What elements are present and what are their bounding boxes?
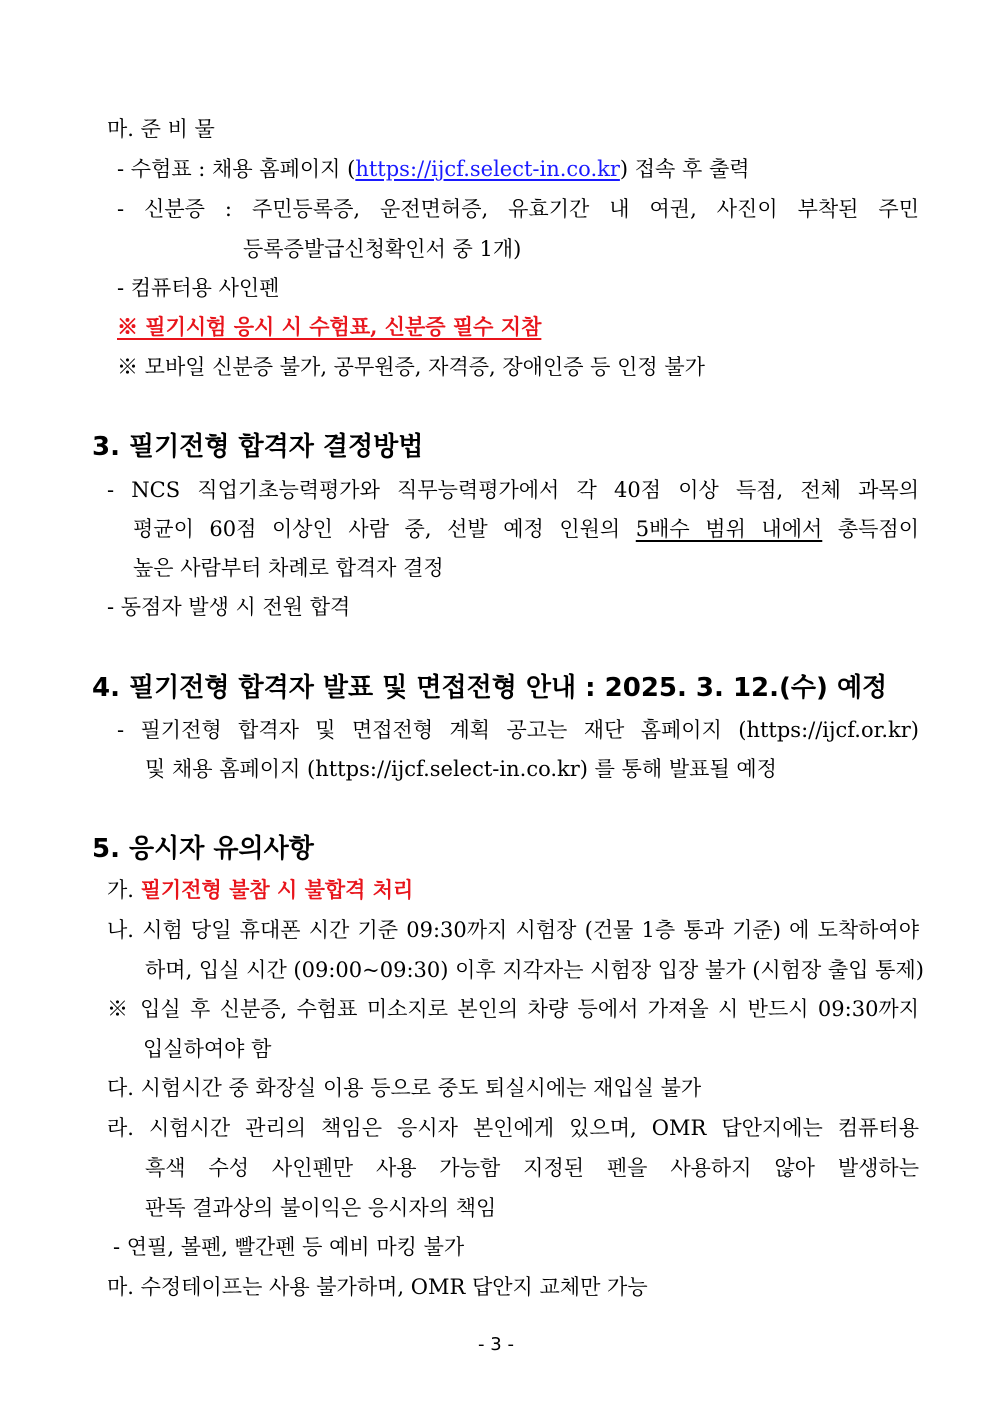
id-line-2: 등록증발급신청확인서 중 1개) <box>243 237 522 261</box>
item-ra-line-2: 흑색 수성 사인펜만 사용 가능함 지정된 펜을 사용하지 않아 발생하는 <box>145 1156 919 1180</box>
ticket-prefix: - 수험표 : 채용 홈페이지 ( <box>117 157 356 181</box>
five-times-range: 5배수 범위 내에서 <box>635 517 823 541</box>
section-3-line-2-prefix: 평균이 60점 이상인 사람 중, 선발 예정 인원의 <box>133 517 636 541</box>
item-ra-line-1: 라. 시험시간 관리의 책임은 응시자 본인에게 있으며, OMR 답안지에는 컴퓨터용 <box>107 1116 919 1140</box>
section-ma-title: 마. 준 비 물 <box>107 117 215 141</box>
item-na-line-2: 하며, 입실 시간 (09:00~09:30) 이후 지각자는 시험장 입장 불가 (시험장 출입 통제) <box>145 958 924 982</box>
pen-line: - 컴퓨터용 사인펜 <box>117 276 280 300</box>
section-3-line-2-suffix: 총득점이 <box>822 517 919 541</box>
id-line-1: - 신분증 : 주민등록증, 운전면허증, 유효기간 내 여권, 사진이 부착된 주민 <box>117 197 919 221</box>
item-ga <box>107 875 413 905</box>
section-3-line-2 <box>133 514 919 544</box>
ticket-line <box>117 154 750 184</box>
item-na-line-1: 나. 시험 당일 휴대폰 시간 기준 09:30까지 시험장 (건물 1층 통과 기준) 에 도착하여야 <box>107 918 919 942</box>
section-3-line-3: 높은 사람부터 차례로 합격자 결정 <box>133 556 444 580</box>
section-4-line-1: - 필기전형 합격자 및 면접전형 계획 공고는 재단 홈페이지 (https://ijcf.or.kr) <box>117 718 919 742</box>
page-number: - 3 - <box>478 1334 514 1355</box>
notice-required: ※ 필기시험 응시 시 수험표, 신분증 필수 지참 <box>117 314 542 339</box>
section-4-heading: 4. 필기전형 합격자 발표 및 면접전형 안내 : 2025. 3. 12.(수) 예정 <box>92 673 888 703</box>
item-ra-sub: - 연필, 볼펜, 빨간펜 등 예비 마킹 불가 <box>113 1235 465 1259</box>
section-3-line-1: - NCS 직업기초능력평가와 직무능력평가에서 각 40점 이상 득점, 전체 과목의 <box>107 478 919 502</box>
item-ga-text: 필기전형 불참 시 불합격 처리 <box>140 877 414 902</box>
section-5-heading: 5. 응시자 유의사항 <box>92 834 314 864</box>
item-ga-label: 가. <box>107 878 141 902</box>
item-ra-line-3: 판독 결과상의 불이익은 응시자의 책임 <box>145 1196 497 1220</box>
note-line-1: ※ 입실 후 신분증, 수험표 미소지로 본인의 차량 등에서 가져올 시 반드시 09:30까지 <box>107 997 919 1021</box>
ticket-suffix: ) 접속 후 출력 <box>619 157 750 181</box>
section-4-line-2: 및 채용 홈페이지 (https://ijcf.select-in.co.kr) 를 통해 발표될 예정 <box>145 757 777 781</box>
note-line-2: 입실하여야 함 <box>143 1037 272 1061</box>
item-da: 다. 시험시간 중 화장실 이용 등으로 중도 퇴실시에는 재입실 불가 <box>107 1076 702 1100</box>
notice-mobile: ※ 모바일 신분증 불가, 공무원증, 자격증, 장애인증 등 인정 불가 <box>117 355 705 379</box>
recruit-site-link[interactable]: https://ijcf.select-in.co.kr <box>355 157 620 181</box>
item-ma: 마. 수정테이프는 사용 불가하며, OMR 답안지 교체만 가능 <box>107 1275 648 1299</box>
section-3-heading: 3. 필기전형 합격자 결정방법 <box>92 432 424 462</box>
section-3-line-4: - 동점자 발생 시 전원 합격 <box>107 595 351 619</box>
